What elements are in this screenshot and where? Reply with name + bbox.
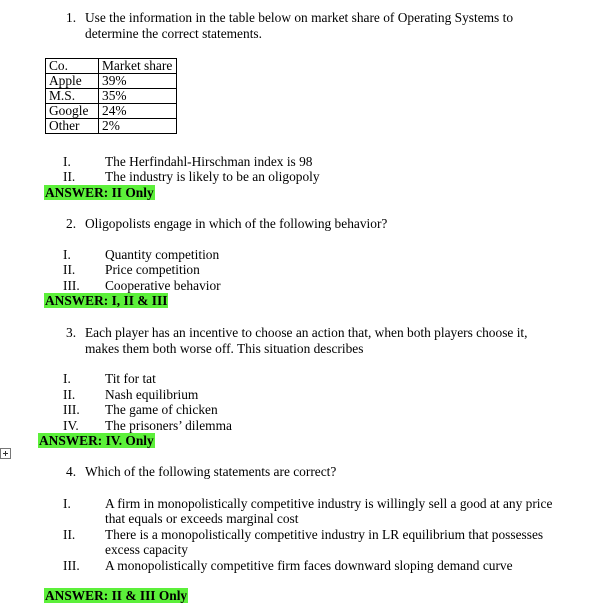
q1-item-numeral: I.: [63, 154, 71, 169]
q3-text-line2: makes them both worse off. This situation describes: [85, 341, 364, 356]
table-row: [46, 119, 177, 134]
q3-answer: ANSWER: IV. Only: [39, 433, 154, 448]
q3-item-numeral: III.: [63, 402, 80, 417]
q3-item-text: The game of chicken: [105, 402, 218, 417]
q4-item-text-line1: There is a monopolistically competitive industry in LR equilibrium that possesses: [105, 527, 544, 542]
q4-item-text-line2: excess capacity: [105, 542, 188, 557]
q3-item-numeral: IV.: [63, 418, 79, 433]
q2-text-line1: Oligopolists engage in which of the following behavior?: [85, 216, 388, 231]
q1-text-line1: Use the information in the table below on market share of Operating Systems to: [85, 10, 514, 25]
q3-item-text: Tit for tat: [105, 371, 156, 386]
expand-plus-icon[interactable]: [0, 448, 11, 459]
table-cell: Apple: [46, 74, 99, 89]
q2-item-numeral: III.: [63, 278, 80, 293]
q1-item-text: The Herfindahl-Hirschman index is 98: [105, 154, 313, 169]
table-cell: 2%: [99, 119, 177, 134]
q2-number: 2.: [66, 216, 77, 231]
q1-item-numeral: II.: [63, 169, 76, 184]
table-header-cell: Market share: [99, 59, 177, 74]
market-share-table: [45, 58, 177, 134]
table-cell: 35%: [99, 89, 177, 104]
q3-item-text: The prisoners’ dilemma: [105, 418, 232, 433]
q4-item-text-line2: that equals or exceeds marginal cost: [105, 511, 299, 526]
q2-item-text: Quantity competition: [105, 247, 220, 262]
table-cell: Other: [46, 119, 99, 134]
q1-number: 1.: [66, 10, 77, 25]
q1-item-text: The industry is likely to be an oligopoly: [105, 169, 320, 184]
q2-answer: ANSWER: I, II & III: [45, 293, 168, 308]
q4-item-numeral: III.: [63, 558, 80, 573]
table-cell: M.S.: [46, 89, 99, 104]
q3-item-numeral: II.: [63, 387, 76, 402]
q4-answer: ANSWER: II & III Only: [45, 588, 188, 603]
q2-item-numeral: I.: [63, 247, 71, 262]
q3-item-numeral: I.: [63, 371, 71, 386]
table-row: [46, 89, 177, 104]
q1-text-line2: determine the correct statements.: [85, 26, 262, 41]
q2-item-numeral: II.: [63, 262, 76, 277]
table-row: [46, 74, 177, 89]
table-header-cell: Co.: [46, 59, 99, 74]
table-cell: 39%: [99, 74, 177, 89]
q3-number: 3.: [66, 325, 77, 340]
q2-item-text: Cooperative behavior: [105, 278, 221, 293]
q3-item-text: Nash equilibrium: [105, 387, 199, 402]
table-header-row: [46, 59, 177, 74]
table-cell: Google: [46, 104, 99, 119]
q4-item-numeral: II.: [63, 527, 76, 542]
q3-text-line1: Each player has an incentive to choose an action that, when both players choose it,: [85, 325, 528, 340]
q4-number: 4.: [66, 464, 77, 479]
q4-item-text-line1: A monopolistically competitive firm faces downward sloping demand curve: [105, 558, 513, 573]
q1-answer: ANSWER: II Only: [45, 185, 154, 200]
q2-item-text: Price competition: [105, 262, 200, 277]
q4-item-text-line1: A firm in monopolistically competitive industry is willingly sell a good at any price: [105, 496, 553, 511]
table-row: [46, 104, 177, 119]
q4-text-line1: Which of the following statements are correct?: [85, 464, 337, 479]
table-cell: 24%: [99, 104, 177, 119]
q4-item-numeral: I.: [63, 496, 71, 511]
